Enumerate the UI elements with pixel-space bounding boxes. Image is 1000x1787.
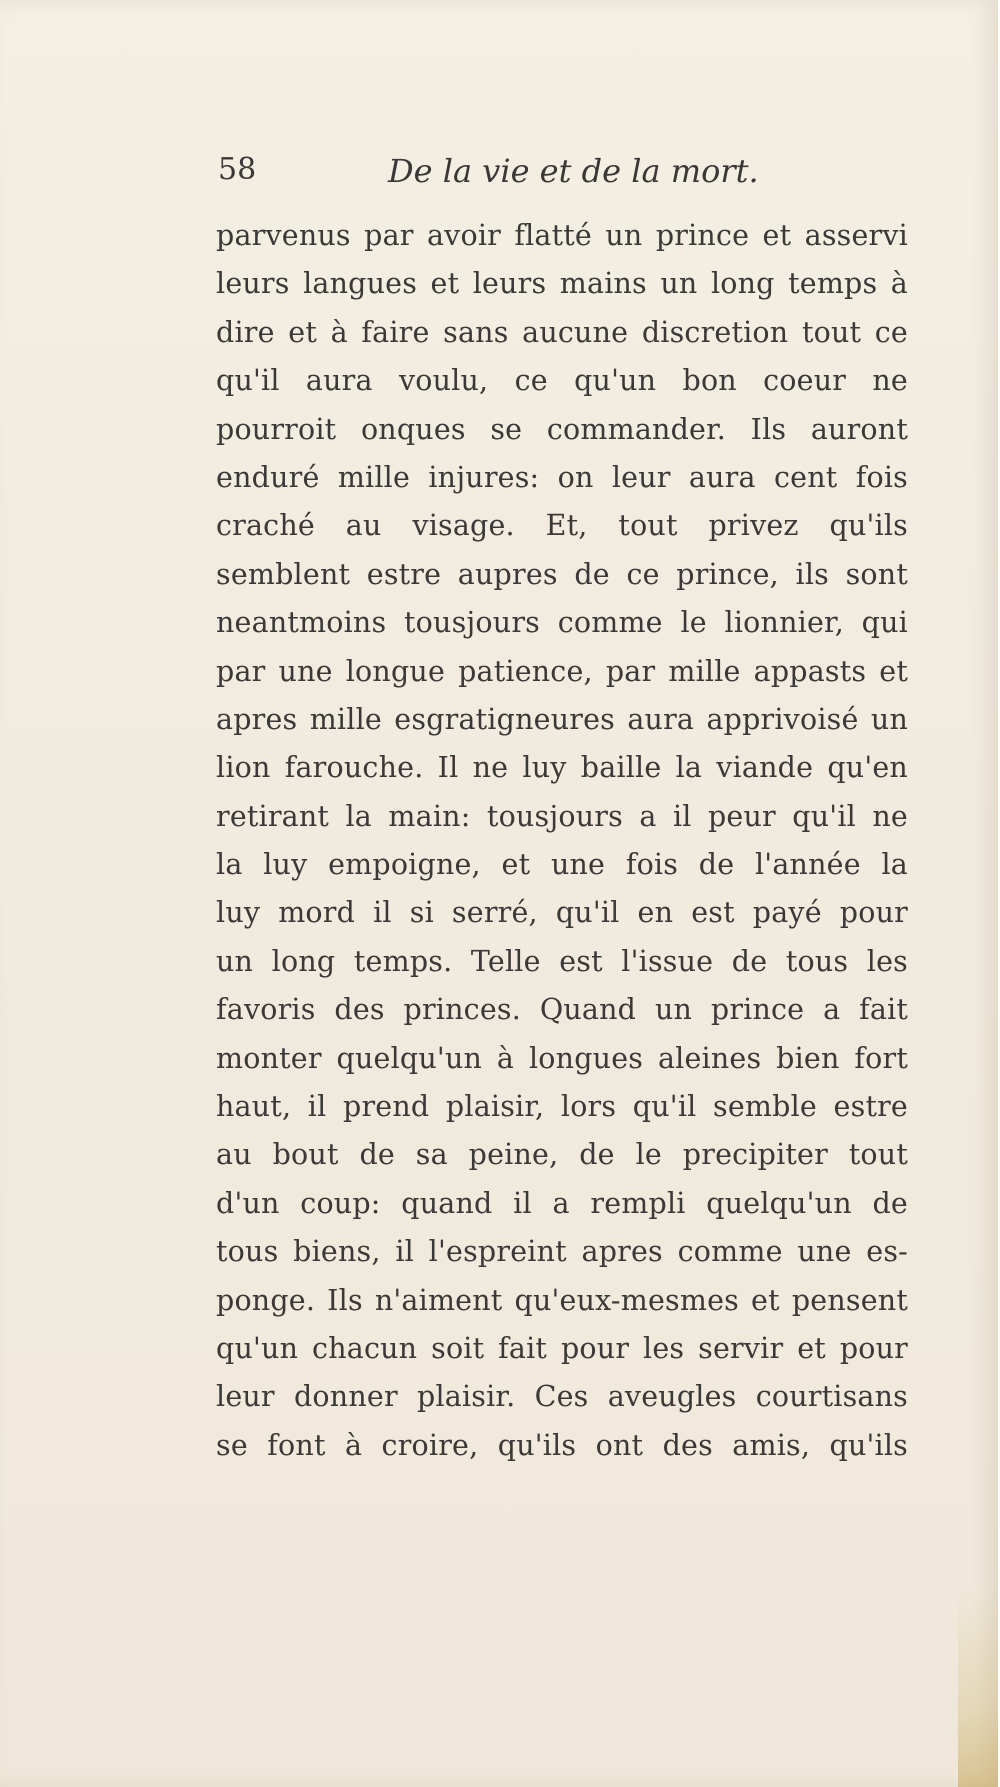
body-text xyxy=(216,212,908,1470)
text-line: par une longue patience, par mille appasts et xyxy=(216,654,908,688)
text-line: tous biens, il l'espreint apres comme une es- xyxy=(216,1235,908,1269)
text-line: semblent estre aupres de ce prince, ils sont xyxy=(216,557,908,591)
text-line: haut, il prend plaisir, lors qu'il semble estre xyxy=(216,1090,908,1124)
text-line: apres mille esgratigneures aura apprivoisé un xyxy=(216,702,908,736)
running-head: De la vie et de la mort. xyxy=(388,152,759,190)
text-line: enduré mille injures: on leur aura cent fois xyxy=(216,460,908,494)
text-line: luy mord il si serré, qu'il en est payé pour xyxy=(216,896,908,930)
text-line: qu'il aura voulu, ce qu'un bon coeur ne xyxy=(216,364,908,398)
text-line: d'un coup: quand il a rempli quelqu'un de xyxy=(216,1186,908,1220)
text-line: un long temps. Telle est l'issue de tous les xyxy=(216,944,908,978)
text-line: dire et à faire sans aucune discretion tout ce xyxy=(216,315,908,349)
text-line: pourroit onques se commander. Ils auront xyxy=(216,412,908,446)
page-header xyxy=(218,152,918,200)
text-line: la luy empoigne, et une fois de l'année la xyxy=(216,848,908,882)
text-line: lion farouche. Il ne luy baille la viande qu'en xyxy=(216,751,908,785)
text-line: retirant la main: tousjours a il peur qu'il ne xyxy=(216,799,908,833)
page-number: 58 xyxy=(218,152,257,187)
text-line: au bout de sa peine, de le precipiter tout xyxy=(216,1138,908,1172)
text-line: favoris des princes. Quand un prince a fait xyxy=(216,993,908,1027)
text-line: monter quelqu'un à longues aleines bien fort xyxy=(216,1041,908,1075)
text-line: leur donner plaisir. Ces aveugles courtisans xyxy=(216,1380,908,1414)
text-line: qu'un chacun soit fait pour les servir et pour xyxy=(216,1331,908,1365)
text-line: craché au visage. Et, tout privez qu'ils xyxy=(216,509,908,543)
text-line: ponge. Ils n'aiment qu'eux-mesmes et pensent xyxy=(216,1283,908,1317)
text-line: se font à croire, qu'ils ont des amis, qu'ils xyxy=(216,1428,908,1462)
text-line: leurs langues et leurs mains un long temps à xyxy=(216,267,908,301)
text-line: neantmoins tousjours comme le lionnier, qui xyxy=(216,606,908,640)
text-line: parvenus par avoir flatté un prince et asservi xyxy=(216,219,908,252)
